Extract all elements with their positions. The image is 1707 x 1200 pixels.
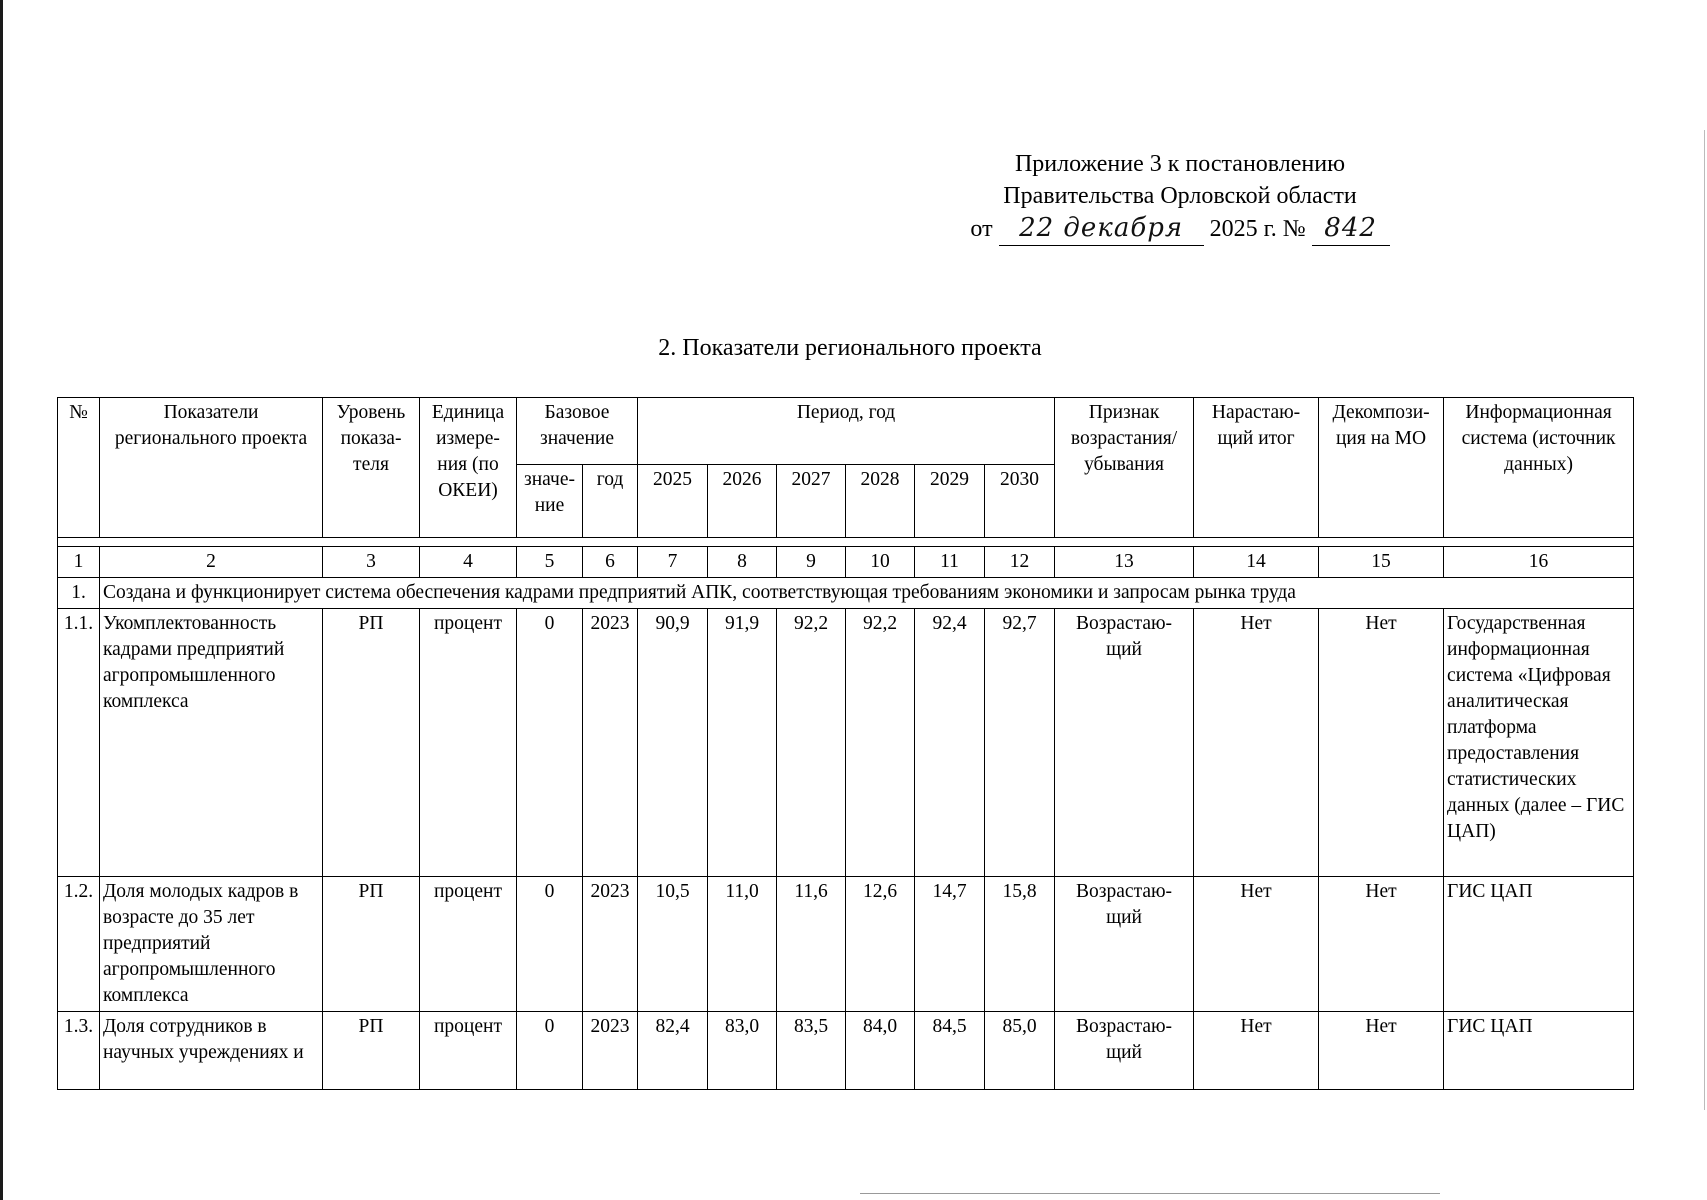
row-value-2028: 92,2 bbox=[846, 609, 915, 877]
row-value-2029: 92,4 bbox=[915, 609, 985, 877]
row-base-value: 0 bbox=[517, 877, 583, 1012]
row-value-2025: 82,4 bbox=[638, 1012, 708, 1090]
year-suffix: 2025 г. № bbox=[1209, 216, 1306, 242]
column-number: 6 bbox=[583, 547, 638, 578]
number-blank bbox=[1312, 212, 1390, 246]
row-value-2030: 15,8 bbox=[985, 877, 1055, 1012]
header-base-value: значе- ние bbox=[517, 465, 583, 538]
column-number: 14 bbox=[1194, 547, 1319, 578]
column-number: 8 bbox=[708, 547, 777, 578]
row-value-2025: 10,5 bbox=[638, 877, 708, 1012]
header-period: Период, год bbox=[638, 398, 1055, 465]
row-unit: процент bbox=[420, 1012, 517, 1090]
row-value-2026: 11,0 bbox=[708, 877, 777, 1012]
column-number: 7 bbox=[638, 547, 708, 578]
row-value-2027: 92,2 bbox=[777, 609, 846, 877]
header-year-2026: 2026 bbox=[708, 465, 777, 538]
row-base-year: 2023 bbox=[583, 877, 638, 1012]
column-number: 11 bbox=[915, 547, 985, 578]
header-year-2025: 2025 bbox=[638, 465, 708, 538]
row-value-2030: 85,0 bbox=[985, 1012, 1055, 1090]
row-value-2029: 84,5 bbox=[915, 1012, 985, 1090]
row-trend: Возрастаю- щий bbox=[1055, 877, 1194, 1012]
row-trend: Возрастаю- щий bbox=[1055, 609, 1194, 877]
row-cumulative: Нет bbox=[1194, 877, 1319, 1012]
header-year-2027: 2027 bbox=[777, 465, 846, 538]
section-text: Создана и функционирует система обеспечения кадрами предприятий АПК, соответствующая требованиям экономики и запросам рынка труда bbox=[100, 578, 1634, 609]
section-row bbox=[58, 578, 1634, 609]
row-level: РП bbox=[323, 877, 420, 1012]
header-base: Базовое значение bbox=[517, 398, 638, 465]
appendix-date-line bbox=[950, 212, 1410, 246]
indicators-table bbox=[57, 397, 1634, 1090]
header-separator bbox=[58, 538, 1634, 547]
column-number: 1 bbox=[58, 547, 100, 578]
column-number: 4 bbox=[420, 547, 517, 578]
row-unit: процент bbox=[420, 609, 517, 877]
header-num: № bbox=[58, 398, 100, 538]
row-indicator-name: Доля молодых кадров в возрасте до 35 лет предприятий агропромышленного комплекса bbox=[100, 877, 323, 1012]
header-info-system: Информационная система (источник данных) bbox=[1444, 398, 1634, 538]
row-value-2028: 12,6 bbox=[846, 877, 915, 1012]
column-number: 15 bbox=[1319, 547, 1444, 578]
handwritten-date: 22 декабря bbox=[1019, 213, 1184, 243]
row-info-system: ГИС ЦАП bbox=[1444, 877, 1634, 1012]
row-value-2026: 83,0 bbox=[708, 1012, 777, 1090]
header-indicator: Показатели регионального проекта bbox=[100, 398, 323, 538]
column-number: 3 bbox=[323, 547, 420, 578]
page-bottom-edge bbox=[860, 1193, 1440, 1194]
header-trend: Признак возрастания/ убывания bbox=[1055, 398, 1194, 538]
row-indicator-name: Укомплектованность кадрами предприятий агропромышленного комплекса bbox=[100, 609, 323, 877]
column-number: 5 bbox=[517, 547, 583, 578]
appendix-line-2: Правительства Орловской области bbox=[1003, 183, 1357, 209]
row-info-system: ГИС ЦАП bbox=[1444, 1012, 1634, 1090]
appendix-header bbox=[950, 148, 1410, 246]
row-value-2026: 91,9 bbox=[708, 609, 777, 877]
column-number: 12 bbox=[985, 547, 1055, 578]
row-num: 1.3. bbox=[58, 1012, 100, 1090]
header-row-1 bbox=[58, 398, 1634, 465]
row-decomposition: Нет bbox=[1319, 609, 1444, 877]
date-prefix: от bbox=[970, 216, 993, 242]
column-number: 10 bbox=[846, 547, 915, 578]
row-decomposition: Нет bbox=[1319, 877, 1444, 1012]
row-cumulative: Нет bbox=[1194, 1012, 1319, 1090]
header-year-2030: 2030 bbox=[985, 465, 1055, 538]
header-year-2029: 2029 bbox=[915, 465, 985, 538]
header-cumulative: Нарастаю- щий итог bbox=[1194, 398, 1319, 538]
row-trend: Возрастаю- щий bbox=[1055, 1012, 1194, 1090]
date-blank bbox=[999, 212, 1204, 246]
row-num: 1.1. bbox=[58, 609, 100, 877]
separator-cell bbox=[58, 538, 1634, 547]
header-year-2028: 2028 bbox=[846, 465, 915, 538]
row-unit: процент bbox=[420, 877, 517, 1012]
header-unit: Единица измере- ния (по ОКЕИ) bbox=[420, 398, 517, 538]
column-number: 13 bbox=[1055, 547, 1194, 578]
row-value-2027: 11,6 bbox=[777, 877, 846, 1012]
row-base-value: 0 bbox=[517, 1012, 583, 1090]
page-left-edge bbox=[0, 0, 3, 1200]
row-level: РП bbox=[323, 609, 420, 877]
table-row bbox=[58, 1012, 1634, 1090]
row-decomposition: Нет bbox=[1319, 1012, 1444, 1090]
row-level: РП bbox=[323, 1012, 420, 1090]
row-value-2027: 83,5 bbox=[777, 1012, 846, 1090]
column-number: 2 bbox=[100, 547, 323, 578]
row-base-year: 2023 bbox=[583, 1012, 638, 1090]
appendix-line-1: Приложение 3 к постановлению bbox=[1014, 151, 1346, 177]
row-cumulative: Нет bbox=[1194, 609, 1319, 877]
section-num: 1. bbox=[58, 578, 100, 609]
row-num: 1.2. bbox=[58, 877, 100, 1012]
row-value-2025: 90,9 bbox=[638, 609, 708, 877]
column-number: 16 bbox=[1444, 547, 1634, 578]
handwritten-number: 842 bbox=[1324, 213, 1377, 243]
section-title: 2. Показатели регионального проекта bbox=[658, 335, 1042, 361]
header-decomposition: Декомпози- ция на МО bbox=[1319, 398, 1444, 538]
row-value-2028: 84,0 bbox=[846, 1012, 915, 1090]
row-info-system: Государственная информационная система «Цифровая аналитическая платформа предоставления статистических данных (далее – ГИС ЦАП) bbox=[1444, 609, 1634, 877]
page-right-edge bbox=[1704, 130, 1705, 1110]
table-row bbox=[58, 609, 1634, 877]
header-base-year: год bbox=[583, 465, 638, 538]
row-value-2029: 14,7 bbox=[915, 877, 985, 1012]
column-number-row bbox=[58, 547, 1634, 578]
row-value-2030: 92,7 bbox=[985, 609, 1055, 877]
header-level: Уровень показа- теля bbox=[323, 398, 420, 538]
row-base-year: 2023 bbox=[583, 609, 638, 877]
row-indicator-name: Доля сотрудников в научных учреждениях и bbox=[100, 1012, 323, 1090]
column-number: 9 bbox=[777, 547, 846, 578]
table-row bbox=[58, 877, 1634, 1012]
row-base-value: 0 bbox=[517, 609, 583, 877]
